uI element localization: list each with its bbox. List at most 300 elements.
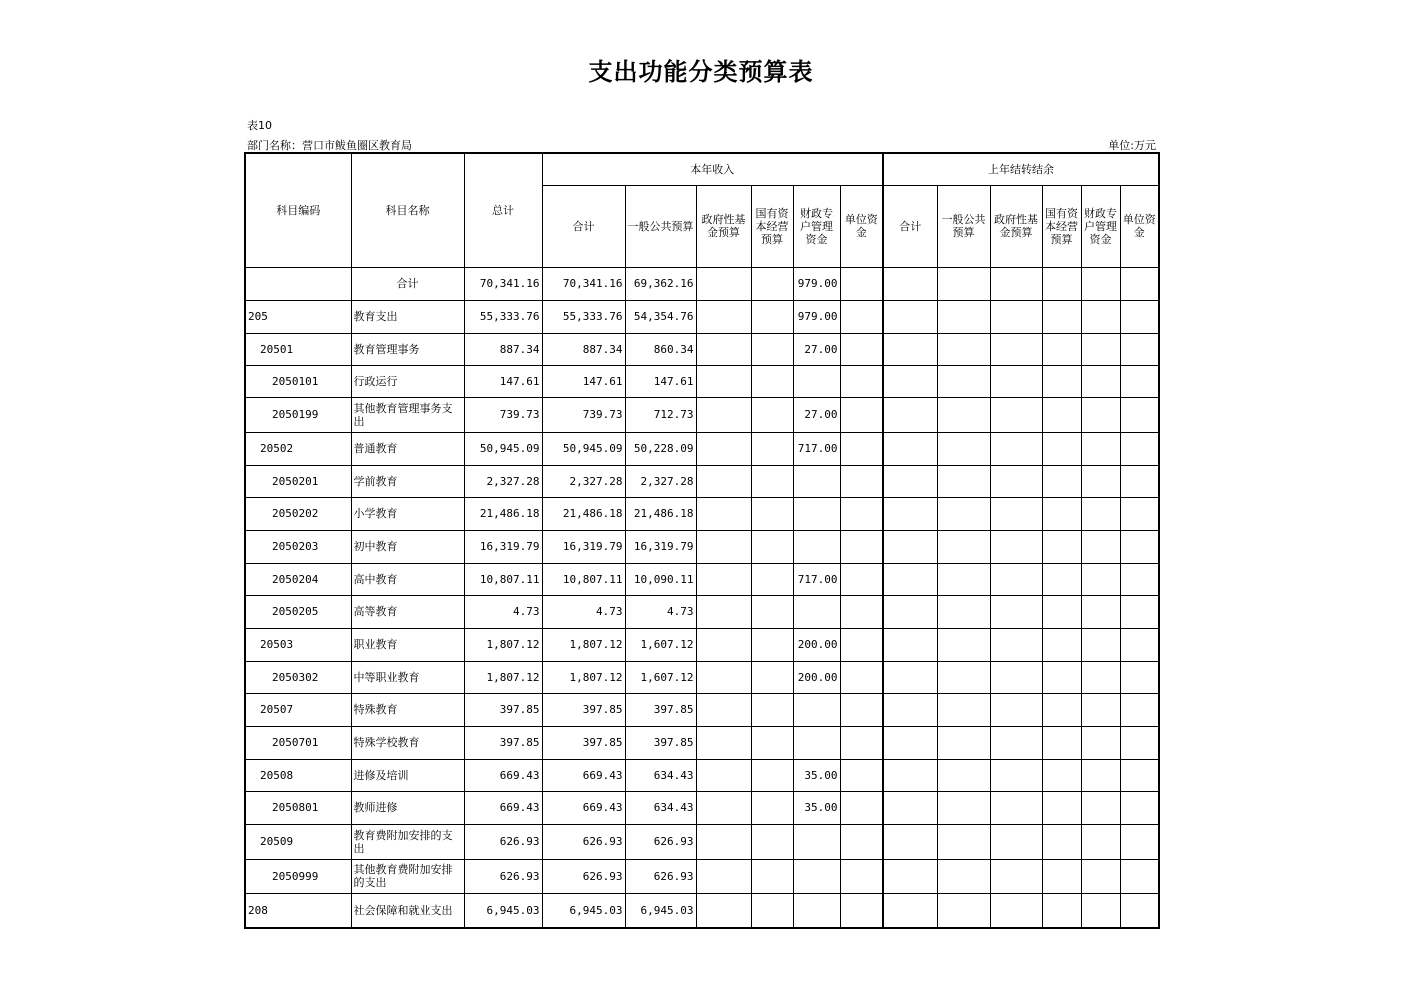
cell-cy-gov-fund [696, 726, 751, 759]
cell-ly-state-capital [1042, 365, 1081, 397]
cell-ly-sum [883, 530, 937, 563]
cell-cy-state-capital [751, 824, 793, 859]
cell-name: 其他教育管理事务支出 [351, 397, 464, 432]
cell-total: 147.61 [464, 365, 542, 397]
cell-cy-unit [840, 530, 883, 563]
cell-ly-state-capital [1042, 497, 1081, 530]
cell-cy-sum: 10,807.11 [542, 563, 625, 595]
table-row [245, 300, 1159, 333]
header-current-year: 本年收入 [542, 153, 883, 185]
table-header [245, 153, 1159, 267]
cell-ly-gov-fund [990, 432, 1042, 465]
cell-cy-general: 2,327.28 [625, 465, 696, 497]
cell-ly-general [937, 267, 990, 300]
table-row [245, 497, 1159, 530]
cell-name: 职业教育 [351, 628, 464, 661]
cell-cy-sum: 50,945.09 [542, 432, 625, 465]
cell-cy-unit [840, 628, 883, 661]
cell-cy-gov-fund [696, 893, 751, 928]
cell-code: 20503 [245, 628, 351, 661]
table-row [245, 530, 1159, 563]
cell-cy-special [793, 859, 840, 893]
cell-ly-general [937, 397, 990, 432]
cell-cy-unit [840, 300, 883, 333]
cell-total: 1,807.12 [464, 628, 542, 661]
header-ly-unit: 单位资金 [1120, 185, 1159, 267]
cell-name: 高中教育 [351, 563, 464, 595]
cell-cy-gov-fund [696, 530, 751, 563]
cell-cy-unit [840, 824, 883, 859]
cell-code: 2050199 [245, 397, 351, 432]
cell-cy-special [793, 365, 840, 397]
cell-ly-unit [1120, 333, 1159, 365]
header-code: 科目编码 [245, 153, 351, 267]
cell-ly-sum [883, 824, 937, 859]
cell-ly-special [1081, 465, 1120, 497]
cell-cy-state-capital [751, 661, 793, 693]
cell-ly-general [937, 824, 990, 859]
cell-cy-state-capital [751, 563, 793, 595]
cell-ly-sum [883, 661, 937, 693]
cell-ly-state-capital [1042, 759, 1081, 791]
cell-ly-special [1081, 595, 1120, 628]
cell-total: 669.43 [464, 759, 542, 791]
table-row [245, 726, 1159, 759]
cell-name: 学前教育 [351, 465, 464, 497]
cell-ly-state-capital [1042, 661, 1081, 693]
cell-cy-special [793, 465, 840, 497]
cell-ly-unit [1120, 595, 1159, 628]
cell-code: 205 [245, 300, 351, 333]
cell-name: 合计 [351, 267, 464, 300]
cell-name: 进修及培训 [351, 759, 464, 791]
cell-ly-state-capital [1042, 563, 1081, 595]
cell-code: 2050202 [245, 497, 351, 530]
cell-name: 教师进修 [351, 791, 464, 824]
cell-total: 16,319.79 [464, 530, 542, 563]
cell-ly-unit [1120, 726, 1159, 759]
cell-ly-special [1081, 859, 1120, 893]
cell-ly-state-capital [1042, 397, 1081, 432]
cell-ly-unit [1120, 563, 1159, 595]
cell-cy-special: 979.00 [793, 267, 840, 300]
cell-total: 10,807.11 [464, 563, 542, 595]
cell-cy-gov-fund [696, 333, 751, 365]
header-ly-general: 一般公共预算 [937, 185, 990, 267]
cell-cy-sum: 669.43 [542, 791, 625, 824]
header-cy-general: 一般公共预算 [625, 185, 696, 267]
cell-cy-gov-fund [696, 432, 751, 465]
cell-cy-general: 626.93 [625, 824, 696, 859]
cell-ly-special [1081, 726, 1120, 759]
cell-ly-special [1081, 432, 1120, 465]
cell-code: 20507 [245, 693, 351, 726]
cell-ly-unit [1120, 693, 1159, 726]
cell-ly-special [1081, 397, 1120, 432]
cell-ly-special [1081, 791, 1120, 824]
cell-code: 2050101 [245, 365, 351, 397]
cell-cy-special: 717.00 [793, 563, 840, 595]
cell-code: 20501 [245, 333, 351, 365]
cell-total: 70,341.16 [464, 267, 542, 300]
cell-code: 2050205 [245, 595, 351, 628]
header-cy-state-capital: 国有资本经营预算 [751, 185, 793, 267]
cell-ly-gov-fund [990, 661, 1042, 693]
cell-cy-sum: 669.43 [542, 759, 625, 791]
cell-code: 2050302 [245, 661, 351, 693]
cell-ly-gov-fund [990, 497, 1042, 530]
cell-ly-sum [883, 893, 937, 928]
table-row [245, 267, 1159, 300]
cell-ly-sum [883, 791, 937, 824]
cell-cy-general: 6,945.03 [625, 893, 696, 928]
cell-ly-sum [883, 465, 937, 497]
cell-total: 55,333.76 [464, 300, 542, 333]
cell-ly-general [937, 759, 990, 791]
table-body [245, 267, 1159, 928]
cell-total: 397.85 [464, 726, 542, 759]
cell-ly-sum [883, 693, 937, 726]
cell-cy-gov-fund [696, 791, 751, 824]
cell-cy-gov-fund [696, 824, 751, 859]
cell-ly-gov-fund [990, 726, 1042, 759]
cell-cy-general: 1,607.12 [625, 661, 696, 693]
cell-cy-unit [840, 791, 883, 824]
cell-cy-gov-fund [696, 759, 751, 791]
cell-cy-state-capital [751, 465, 793, 497]
table-row [245, 595, 1159, 628]
cell-ly-general [937, 465, 990, 497]
cell-cy-state-capital [751, 365, 793, 397]
cell-code: 2050999 [245, 859, 351, 893]
cell-ly-special [1081, 759, 1120, 791]
cell-ly-gov-fund [990, 791, 1042, 824]
cell-ly-special [1081, 661, 1120, 693]
cell-cy-unit [840, 595, 883, 628]
cell-cy-state-capital [751, 397, 793, 432]
cell-code: 20502 [245, 432, 351, 465]
cell-cy-general: 626.93 [625, 859, 696, 893]
cell-name: 社会保障和就业支出 [351, 893, 464, 928]
header-ly-sum: 合计 [883, 185, 937, 267]
cell-cy-gov-fund [696, 628, 751, 661]
cell-ly-state-capital [1042, 530, 1081, 563]
cell-ly-special [1081, 530, 1120, 563]
cell-cy-special: 35.00 [793, 791, 840, 824]
cell-ly-gov-fund [990, 530, 1042, 563]
cell-cy-general: 21,486.18 [625, 497, 696, 530]
cell-cy-general: 634.43 [625, 759, 696, 791]
cell-ly-gov-fund [990, 300, 1042, 333]
cell-cy-unit [840, 267, 883, 300]
cell-ly-general [937, 432, 990, 465]
cell-cy-general: 16,319.79 [625, 530, 696, 563]
cell-total: 6,945.03 [464, 893, 542, 928]
cell-ly-sum [883, 595, 937, 628]
cell-ly-unit [1120, 824, 1159, 859]
cell-ly-unit [1120, 267, 1159, 300]
cell-cy-general: 397.85 [625, 693, 696, 726]
cell-ly-gov-fund [990, 595, 1042, 628]
table-row [245, 791, 1159, 824]
cell-ly-gov-fund [990, 759, 1042, 791]
cell-total: 739.73 [464, 397, 542, 432]
cell-cy-unit [840, 333, 883, 365]
table-row [245, 432, 1159, 465]
cell-cy-special [793, 595, 840, 628]
budget-table [244, 152, 1160, 929]
cell-cy-unit [840, 365, 883, 397]
cell-name: 其他教育费附加安排的支出 [351, 859, 464, 893]
cell-cy-special: 35.00 [793, 759, 840, 791]
cell-ly-general [937, 791, 990, 824]
cell-cy-sum: 21,486.18 [542, 497, 625, 530]
cell-ly-gov-fund [990, 465, 1042, 497]
cell-name: 初中教育 [351, 530, 464, 563]
table-row [245, 824, 1159, 859]
cell-ly-general [937, 530, 990, 563]
table-row [245, 893, 1159, 928]
cell-cy-sum: 739.73 [542, 397, 625, 432]
cell-cy-state-capital [751, 300, 793, 333]
cell-ly-unit [1120, 465, 1159, 497]
cell-cy-special: 27.00 [793, 397, 840, 432]
cell-ly-general [937, 365, 990, 397]
cell-cy-general: 147.61 [625, 365, 696, 397]
cell-ly-gov-fund [990, 824, 1042, 859]
cell-cy-general: 69,362.16 [625, 267, 696, 300]
cell-ly-sum [883, 300, 937, 333]
cell-cy-state-capital [751, 432, 793, 465]
table-row [245, 397, 1159, 432]
cell-ly-sum [883, 365, 937, 397]
table-row [245, 563, 1159, 595]
cell-ly-special [1081, 693, 1120, 726]
cell-code: 2050801 [245, 791, 351, 824]
cell-ly-unit [1120, 661, 1159, 693]
cell-cy-gov-fund [696, 267, 751, 300]
cell-ly-unit [1120, 397, 1159, 432]
cell-ly-unit [1120, 628, 1159, 661]
header-cy-unit: 单位资金 [840, 185, 883, 267]
cell-cy-unit [840, 497, 883, 530]
cell-cy-unit [840, 465, 883, 497]
cell-total: 4.73 [464, 595, 542, 628]
cell-cy-special: 979.00 [793, 300, 840, 333]
cell-cy-state-capital [751, 497, 793, 530]
cell-ly-state-capital [1042, 267, 1081, 300]
cell-cy-state-capital [751, 859, 793, 893]
cell-ly-gov-fund [990, 893, 1042, 928]
cell-cy-special [793, 893, 840, 928]
cell-name: 普通教育 [351, 432, 464, 465]
cell-ly-general [937, 628, 990, 661]
cell-name: 小学教育 [351, 497, 464, 530]
cell-name: 特殊学校教育 [351, 726, 464, 759]
cell-ly-general [937, 893, 990, 928]
cell-total: 626.93 [464, 859, 542, 893]
cell-ly-general [937, 859, 990, 893]
cell-total: 669.43 [464, 791, 542, 824]
header-cy-sum: 合计 [542, 185, 625, 267]
header-cy-gov-fund: 政府性基金预算 [696, 185, 751, 267]
cell-cy-special [793, 726, 840, 759]
cell-cy-sum: 626.93 [542, 859, 625, 893]
cell-cy-unit [840, 859, 883, 893]
table-row [245, 465, 1159, 497]
cell-cy-general: 10,090.11 [625, 563, 696, 595]
cell-cy-state-capital [751, 759, 793, 791]
header-ly-gov-fund: 政府性基金预算 [990, 185, 1042, 267]
cell-cy-general: 712.73 [625, 397, 696, 432]
cell-cy-state-capital [751, 333, 793, 365]
cell-ly-special [1081, 628, 1120, 661]
cell-cy-state-capital [751, 726, 793, 759]
cell-cy-unit [840, 432, 883, 465]
cell-cy-state-capital [751, 628, 793, 661]
cell-name: 高等教育 [351, 595, 464, 628]
cell-cy-sum: 1,807.12 [542, 661, 625, 693]
table-row [245, 859, 1159, 893]
cell-cy-gov-fund [696, 661, 751, 693]
header-ly-state-capital: 国有资本经营预算 [1042, 185, 1081, 267]
cell-cy-sum: 147.61 [542, 365, 625, 397]
cell-ly-special [1081, 563, 1120, 595]
cell-cy-special: 200.00 [793, 661, 840, 693]
cell-ly-general [937, 595, 990, 628]
cell-ly-gov-fund [990, 563, 1042, 595]
cell-ly-gov-fund [990, 267, 1042, 300]
cell-ly-sum [883, 333, 937, 365]
cell-ly-general [937, 661, 990, 693]
cell-code [245, 267, 351, 300]
cell-cy-general: 634.43 [625, 791, 696, 824]
cell-ly-unit [1120, 300, 1159, 333]
cell-ly-unit [1120, 759, 1159, 791]
cell-cy-unit [840, 893, 883, 928]
cell-ly-state-capital [1042, 595, 1081, 628]
cell-cy-sum: 16,319.79 [542, 530, 625, 563]
cell-cy-unit [840, 726, 883, 759]
cell-cy-state-capital [751, 791, 793, 824]
cell-ly-unit [1120, 365, 1159, 397]
cell-cy-gov-fund [696, 595, 751, 628]
cell-cy-sum: 397.85 [542, 693, 625, 726]
cell-cy-gov-fund [696, 465, 751, 497]
cell-code: 2050701 [245, 726, 351, 759]
cell-ly-state-capital [1042, 726, 1081, 759]
cell-ly-unit [1120, 530, 1159, 563]
cell-cy-general: 860.34 [625, 333, 696, 365]
cell-cy-special [793, 530, 840, 563]
cell-cy-sum: 6,945.03 [542, 893, 625, 928]
page-title: 支出功能分类预算表 [588, 58, 814, 86]
cell-name: 教育管理事务 [351, 333, 464, 365]
cell-total: 1,807.12 [464, 661, 542, 693]
cell-ly-gov-fund [990, 693, 1042, 726]
cell-code: 2050204 [245, 563, 351, 595]
cell-ly-special [1081, 824, 1120, 859]
cell-cy-special: 200.00 [793, 628, 840, 661]
cell-ly-state-capital [1042, 859, 1081, 893]
cell-total: 50,945.09 [464, 432, 542, 465]
cell-ly-unit [1120, 497, 1159, 530]
cell-ly-special [1081, 300, 1120, 333]
cell-ly-unit [1120, 893, 1159, 928]
header-ly-special: 财政专户管理资金 [1081, 185, 1120, 267]
cell-ly-special [1081, 497, 1120, 530]
cell-cy-gov-fund [696, 859, 751, 893]
cell-name: 特殊教育 [351, 693, 464, 726]
cell-ly-gov-fund [990, 397, 1042, 432]
cell-ly-sum [883, 497, 937, 530]
cell-ly-special [1081, 365, 1120, 397]
cell-total: 887.34 [464, 333, 542, 365]
cell-ly-gov-fund [990, 859, 1042, 893]
cell-ly-state-capital [1042, 693, 1081, 726]
unit-label: 单位:万元 [1108, 139, 1156, 152]
cell-cy-gov-fund [696, 497, 751, 530]
cell-ly-state-capital [1042, 300, 1081, 333]
table-row [245, 693, 1159, 726]
cell-ly-gov-fund [990, 365, 1042, 397]
cell-ly-state-capital [1042, 628, 1081, 661]
table-row [245, 661, 1159, 693]
cell-cy-special [793, 693, 840, 726]
cell-code: 20508 [245, 759, 351, 791]
cell-cy-special: 717.00 [793, 432, 840, 465]
cell-ly-sum [883, 267, 937, 300]
cell-code: 2050201 [245, 465, 351, 497]
cell-cy-state-capital [751, 267, 793, 300]
header-last-year: 上年结转结余 [883, 153, 1159, 185]
table-row [245, 628, 1159, 661]
cell-cy-gov-fund [696, 693, 751, 726]
cell-name: 教育费附加安排的支出 [351, 824, 464, 859]
cell-ly-general [937, 726, 990, 759]
cell-ly-gov-fund [990, 333, 1042, 365]
cell-cy-general: 1,607.12 [625, 628, 696, 661]
table-row [245, 759, 1159, 791]
cell-cy-general: 50,228.09 [625, 432, 696, 465]
cell-ly-state-capital [1042, 893, 1081, 928]
cell-ly-sum [883, 397, 937, 432]
table-row [245, 333, 1159, 365]
cell-cy-sum: 887.34 [542, 333, 625, 365]
cell-ly-state-capital [1042, 333, 1081, 365]
cell-ly-state-capital [1042, 791, 1081, 824]
cell-cy-state-capital [751, 530, 793, 563]
cell-cy-sum: 2,327.28 [542, 465, 625, 497]
cell-total: 626.93 [464, 824, 542, 859]
cell-cy-general: 54,354.76 [625, 300, 696, 333]
cell-cy-gov-fund [696, 563, 751, 595]
cell-total: 21,486.18 [464, 497, 542, 530]
header-cy-special: 财政专户管理资金 [793, 185, 840, 267]
cell-ly-general [937, 300, 990, 333]
cell-ly-state-capital [1042, 465, 1081, 497]
table-row [245, 365, 1159, 397]
cell-cy-state-capital [751, 595, 793, 628]
cell-ly-sum [883, 759, 937, 791]
cell-cy-sum: 626.93 [542, 824, 625, 859]
cell-name: 中等职业教育 [351, 661, 464, 693]
cell-cy-special: 27.00 [793, 333, 840, 365]
cell-total: 397.85 [464, 693, 542, 726]
cell-cy-gov-fund [696, 300, 751, 333]
cell-code: 208 [245, 893, 351, 928]
cell-cy-sum: 70,341.16 [542, 267, 625, 300]
